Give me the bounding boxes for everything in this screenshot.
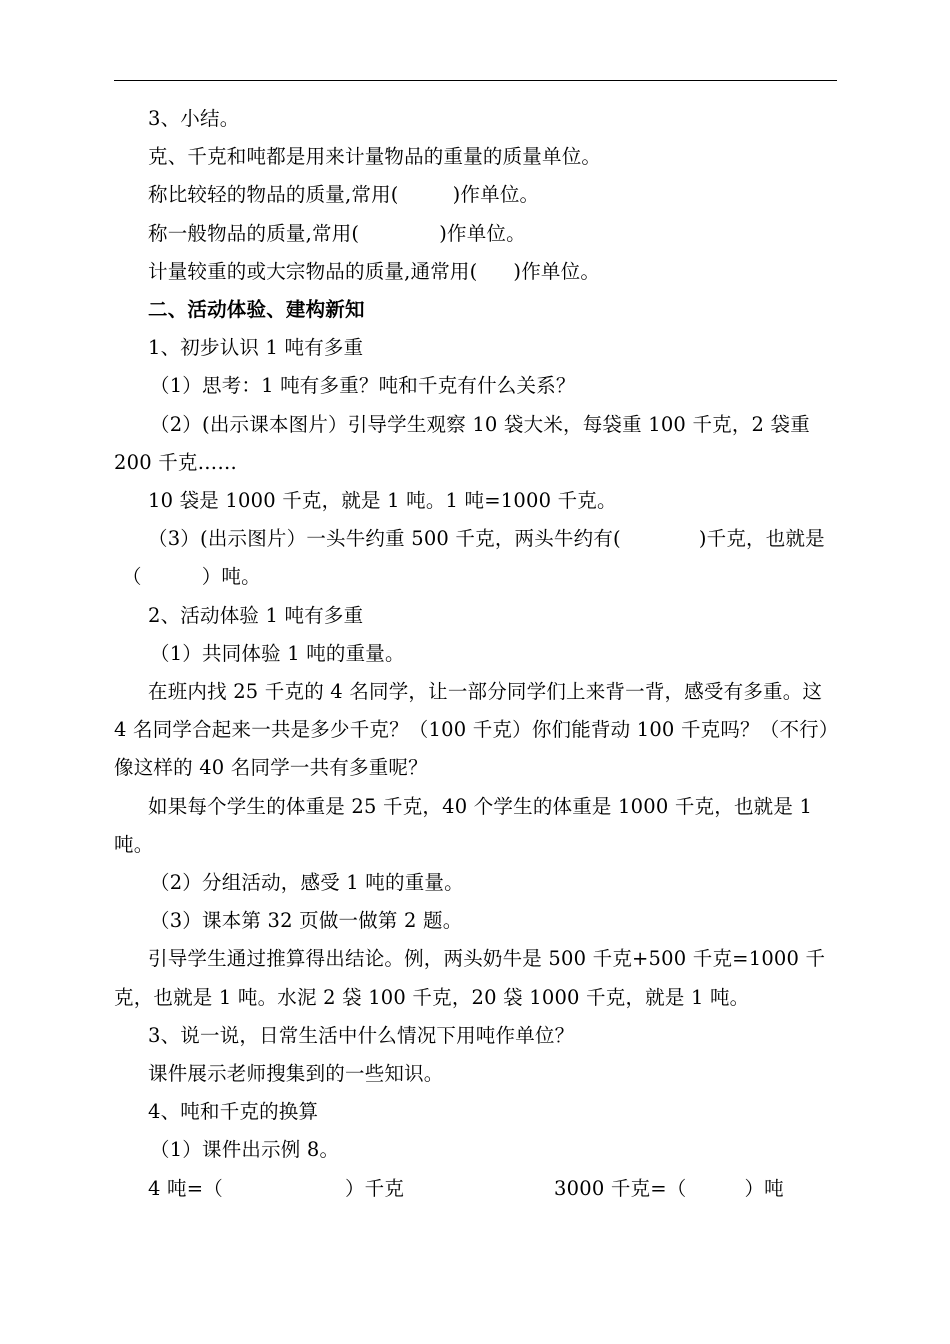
item-paragraph: 如果每个学生的体重是 25 千克，40 个学生的体重是 1000 千克，也就是 1 吨。 [114, 794, 813, 856]
item-paragraph: 引导学生通过推算得出结论。例，两头奶牛是 500 千克+500 千克=1000 千克，也就是 1 吨。水泥 2 袋 100 千克，20 袋 1000 千克，就是 1 吨。 [114, 947, 826, 1009]
conversion-exercise [114, 1170, 837, 1208]
conversion-left: 4 吨=（ ）千克 [148, 1176, 405, 1200]
summary-line-4: 计量较重的或大宗物品的质量,通常用( )作单位。 [148, 259, 601, 283]
summary-line-3: 称一般物品的质量,常用( )作单位。 [148, 221, 526, 245]
item-heading: 1、初步认识 1 吨有多重 [148, 336, 364, 360]
header-rule [114, 80, 837, 81]
section-title: 二、活动体验、建构新知 [148, 298, 365, 322]
item-text: （1）共同体验 1 吨的重量。 [150, 641, 405, 665]
item-text: （3）课本第 32 页做一做第 2 题。 [150, 909, 463, 933]
summary-line-1: 克、千克和吨都是用来计量物品的重量的质量单位。 [148, 145, 602, 169]
conversion-right: 3000 千克=（ ）吨 [554, 1176, 784, 1200]
item-text: 10 袋是 1000 千克，就是 1 吨。1 吨=1000 千克。 [148, 489, 617, 513]
summary-heading: 3、小结。 [148, 107, 240, 130]
item-heading: 3、说一说，日常生活中什么情况下用吨作单位？ [148, 1023, 575, 1047]
item-text: （1）思考：1 吨有多重？吨和千克有什么关系？ [150, 374, 576, 398]
item-heading: 4、吨和千克的换算 [148, 1100, 319, 1124]
item-text: （3）(出示图片）一头牛约重 500 千克，两头牛约有( )千克，也就是 （ ）吨。 [122, 527, 825, 589]
item-paragraph: 在班内找 25 千克的 4 名同学，让一部分同学们上来背一背，感受有多重。这 4 名同学合起来一共是多少千克？（100 千克）你们能背动 100 千克吗？（不行）像这样的 40 名同学一共有多重呢？ [114, 680, 829, 780]
item-text: （2）(出示课本图片）引导学生观察 10 袋大米，每袋重 100 千克，2 袋重 200 千克…… [114, 412, 810, 474]
item-heading: 2、活动体验 1 吨有多重 [148, 603, 364, 627]
item-text: （2）分组活动，感受 1 吨的重量。 [150, 871, 464, 895]
item-text: 课件展示老师搜集到的一些知识。 [148, 1062, 444, 1086]
summary-line-2: 称比较轻的物品的质量,常用( )作单位。 [148, 183, 540, 207]
item-text: （1）课件出示例 8。 [150, 1138, 340, 1162]
document-body [114, 100, 837, 1208]
